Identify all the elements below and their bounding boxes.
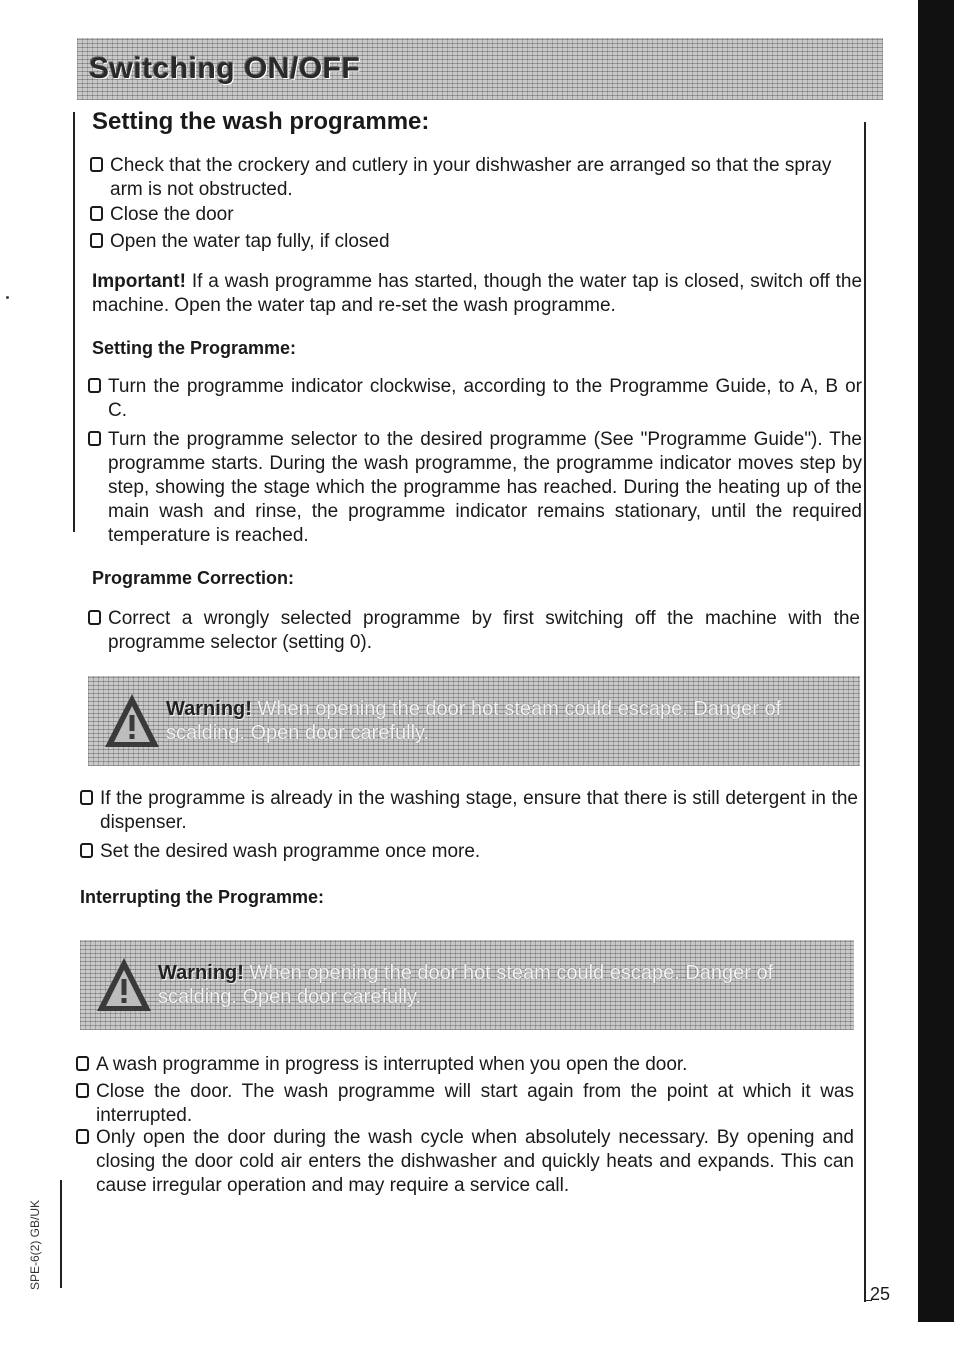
checkbox-bullet-icon — [90, 206, 103, 221]
list-item: Only open the door during the wash cycle when absolutely necessary. By opening and closing the door cold air enters the dishwasher and quickly heats and expands. This can cause irregular operation and may require a service call. — [76, 1126, 854, 1198]
checkbox-bullet-icon — [80, 790, 93, 805]
scan-speck — [6, 296, 9, 299]
warning-box — [80, 940, 854, 1030]
checkbox-bullet-icon — [90, 157, 103, 172]
checkbox-bullet-icon — [80, 843, 93, 858]
warning-triangle-icon — [102, 691, 162, 751]
left-margin-rule-lower — [60, 1180, 62, 1288]
warning-label: Warning! — [166, 698, 252, 720]
list-item: Open the water tap fully, if closed — [90, 230, 852, 254]
warning-text: When opening the door hot steam could escape. Danger of scalding. Open door carefully. — [166, 698, 782, 744]
list-item: Close the door. The wash programme will start again from the point at which it was interrupted. — [76, 1080, 854, 1128]
setting-programme-heading: Setting the Programme: — [92, 338, 297, 358]
left-margin-rule — [73, 112, 75, 532]
list-item: Set the desired wash programme once more. — [80, 840, 858, 864]
page-heading: Setting the wash programme: — [92, 108, 430, 135]
list-item: Turn the programme selector to the desired programme (See "Programme Guide"). The programme starts. During the wash programme, the programme indicator moves step by step, showing the stage which the programme has reached. During the heating up of the main wash and rinse, the programme indicator remains stationary, until the required temperature is reached. — [88, 428, 862, 548]
checkbox-bullet-icon — [76, 1056, 89, 1071]
warning-box — [88, 676, 860, 766]
checkbox-bullet-icon — [88, 431, 101, 446]
important-text: If a wash programme has started, though the water tap is closed, switch off the machine. Open the water tap and re-set the wash programme. — [92, 271, 863, 316]
checkbox-bullet-icon — [88, 378, 101, 393]
important-note — [92, 270, 862, 318]
interrupting-heading: Interrupting the Programme: — [80, 887, 325, 907]
checkbox-bullet-icon — [88, 610, 101, 625]
checkbox-bullet-icon — [76, 1129, 89, 1144]
section-banner — [77, 38, 883, 100]
checkbox-bullet-icon — [90, 233, 103, 248]
list-item: Turn the programme indicator clockwise, according to the Programme Guide, to A, B or C. — [88, 375, 862, 423]
page-number: 25 — [870, 1284, 891, 1304]
warning-triangle-icon — [94, 955, 154, 1015]
list-item: Check that the crockery and cutlery in your dishwasher are arranged so that the spray arm is not obstructed. — [90, 154, 852, 202]
warning-message — [166, 697, 860, 745]
list-item: If the programme is already in the washing stage, ensure that there is still detergent in the dispenser. — [80, 787, 858, 835]
programme-correction-heading: Programme Correction: — [92, 568, 295, 588]
checkbox-bullet-icon — [76, 1083, 89, 1098]
right-margin-rule — [864, 122, 866, 1302]
list-item: A wash programme in progress is interrupted when you open the door. — [76, 1053, 854, 1077]
page-edge — [918, 0, 954, 1322]
warning-text: When opening the door hot steam could escape. Danger of scalding. Open door carefully. — [158, 962, 774, 1008]
list-item: Correct a wrongly selected programme by first switching off the machine with the programme selector (setting 0). — [88, 607, 860, 655]
document-code: SPE-6(2) GB/UK — [28, 1199, 42, 1290]
important-label: Important! — [92, 271, 186, 292]
section-title: Switching ON/OFF — [89, 52, 361, 85]
list-item: Close the door — [90, 203, 852, 227]
warning-message — [158, 961, 854, 1009]
warning-label: Warning! — [158, 962, 244, 984]
